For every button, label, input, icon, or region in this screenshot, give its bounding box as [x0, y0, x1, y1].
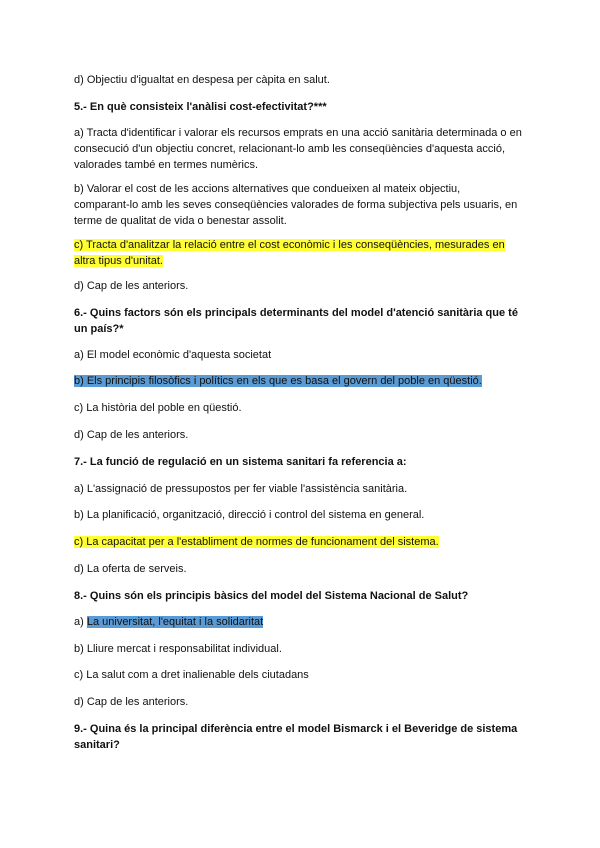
- question-7: 7.- La funció de regulació en un sistema sanitari fa referencia a:: [74, 456, 407, 468]
- q5-option-a-line-2: consecució d'un objectiu concret, relacionant-lo amb les conseqüències d'aquesta acció,: [74, 143, 506, 155]
- q5-option-c-highlighted: [74, 237, 534, 269]
- q8-option-a-prefix: a): [74, 616, 87, 628]
- option-d-previous: d) Objectiu d'igualtat en despesa per càpita en salut.: [74, 74, 330, 86]
- q5-option-a: [74, 125, 534, 173]
- q5-option-c-line-2: altra tipus d'unitat.: [74, 255, 163, 267]
- q7-option-c-highlighted: [74, 534, 534, 550]
- q8-option-d: d) Cap de les anteriors.: [74, 696, 189, 708]
- q6-option-c: c) La història del poble en qüestió.: [74, 402, 242, 414]
- question-9-line-2: sanitari?: [74, 739, 120, 751]
- q8-option-a-text: La universitat, l'equitat i la solidaritat: [86, 616, 264, 628]
- question-6-line-1: 6.- Quins factors són els principals determinants del model d'atenció sanitària que té: [74, 307, 518, 319]
- q5-option-b-line-3: terme de qualitat de vida o benestar assolit.: [74, 215, 287, 227]
- q5-option-a-line-3: valorades també en termes numèrics.: [74, 159, 259, 171]
- q7-option-a: a) L'assignació de pressupostos per fer viable l'assistència sanitària.: [74, 483, 408, 495]
- q6-option-b-text: b) Els principis filosòfics i polítics en els que es basa el govern del poble en qüestió.: [74, 375, 482, 387]
- q7-option-c-text: c) La capacitat per a l'establiment de normes de funcionament del sistema.: [74, 536, 439, 548]
- question-5: 5.- En què consisteix l'anàlisi cost-efectivitat?***: [74, 101, 327, 113]
- q8-option-a: [74, 614, 534, 630]
- question-8: 8.- Quins són els principis bàsics del model del Sistema Nacional de Salut?: [74, 590, 469, 602]
- q8-option-c: c) La salut com a dret inalienable dels ciutadans: [74, 669, 309, 681]
- q5-option-b-line-1: b) Valorar el cost de les accions alternatives que condueixen al mateix objectiu,: [74, 183, 461, 195]
- q5-option-a-line-1: a) Tracta d'identificar i valorar els recursos emprats en una acció sanitària determinada o en: [74, 127, 522, 139]
- question-6-line-2: un país?*: [74, 323, 124, 335]
- question-9-line-1: 9.- Quina és la principal diferència entre el model Bismarck i el Beveridge de sistema: [74, 723, 518, 735]
- q5-option-b-line-2: comparant-lo amb les seves conseqüències valorades de forma subjectiva pels usuaris, en: [74, 199, 518, 211]
- q7-option-b: b) La planificació, organització, direcció i control del sistema en general.: [74, 509, 425, 521]
- q6-option-b-highlighted: [74, 373, 534, 389]
- question-9: [74, 721, 534, 753]
- q5-option-d: d) Cap de les anteriors.: [74, 280, 189, 292]
- question-6: [74, 305, 534, 337]
- q8-option-b: b) Lliure mercat i responsabilitat individual.: [74, 643, 282, 655]
- q6-option-d: d) Cap de les anteriors.: [74, 429, 189, 441]
- q5-option-c-line-1: c) Tracta d'analitzar la relació entre el cost econòmic i les conseqüències, mesurades en: [74, 239, 505, 251]
- q5-option-b: [74, 181, 534, 229]
- q7-option-d: d) La oferta de serveis.: [74, 563, 187, 575]
- q6-option-a: a) El model econòmic d'aquesta societat: [74, 349, 272, 361]
